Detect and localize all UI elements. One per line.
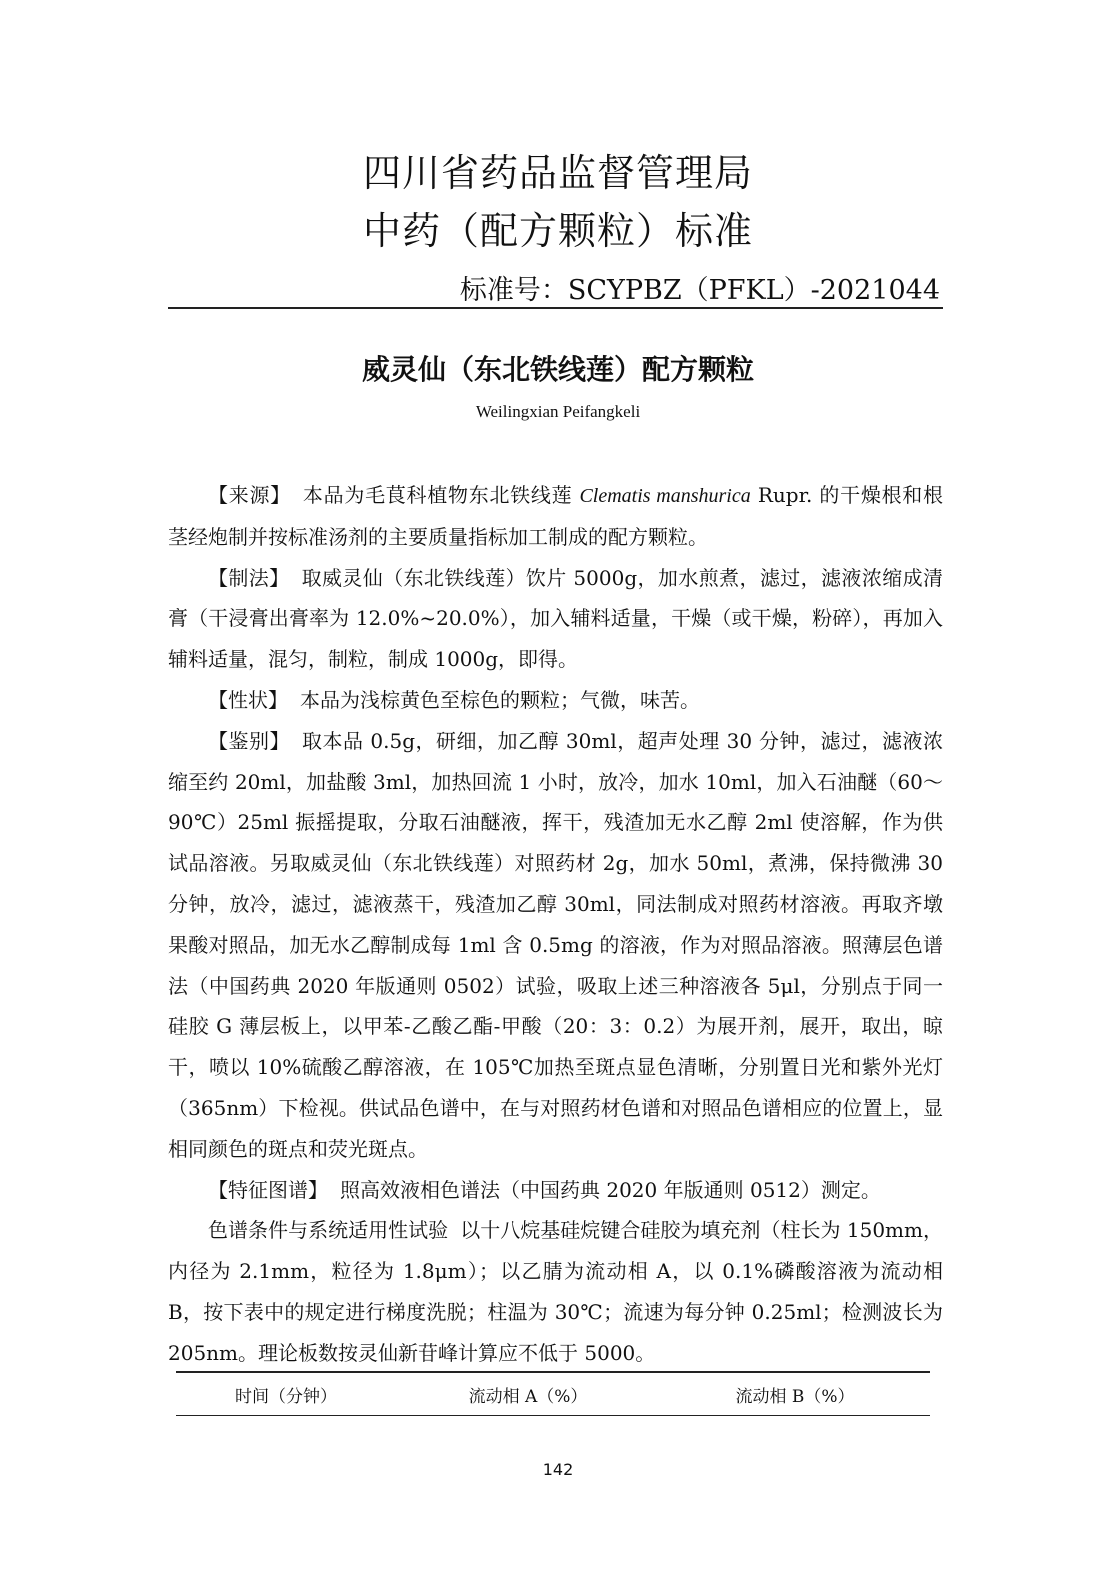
table-header-cell: 流动相 A（%）	[468, 1387, 588, 1407]
table-header-rule	[176, 1415, 930, 1416]
section-characters	[168, 680, 943, 721]
product-pinyin: Weilingxian Peifangkeli	[475, 402, 641, 421]
section-text: 取威灵仙（东北铁线莲）饮片 5000g，加水煎煮，滤过，滤液浓缩成清膏（干浸膏出膏率为 12.0%~20.0%），加入辅料适量，干燥（或干燥，粉碎），再加入辅料适量，混匀，制粒，制成 1000g，即得。	[168, 565, 944, 672]
section-label: 【特征图谱】	[208, 1177, 328, 1202]
section-chromatographic-conditions	[168, 1210, 943, 1373]
monograph-body	[168, 475, 943, 1374]
section-identification	[168, 721, 943, 1170]
standard-number-label: 标准号：	[459, 275, 568, 306]
section-text: Rupr. 的干燥根和根茎经炮制并按标准汤剂的主要质量指标加工制成的配方颗粒。	[168, 483, 944, 549]
section-label: 【性状】	[208, 687, 288, 712]
section-label: 【鉴别】	[208, 728, 291, 753]
section-text: 本品为毛茛科植物东北铁线莲	[302, 483, 573, 507]
subsection-label: 色谱条件与系统适用性试验	[208, 1218, 449, 1243]
section-text: 以十八烷基硅烷键合硅胶为填充剂（柱长为 150mm，内径为 2.1mm，粒径为 1.8μm）；以乙腈为流动相 A，以 0.1%磷酸溶液为流动相 B，按下表中的规定进行梯度洗脱；柱温为 30℃；流速为每分钟 0.25ml；检测波长为 205nm。理论板数按灵仙新苷峰计算应不低于 5000。	[168, 1218, 944, 1365]
latin-name: Clematis manshurica	[579, 485, 751, 507]
standard-number-line	[460, 268, 940, 307]
page-number: 142	[542, 1460, 574, 1479]
product-name: 威灵仙（东北铁线莲）配方颗粒	[361, 353, 754, 386]
table-header-cell: 流动相 B（%）	[735, 1387, 855, 1407]
section-source	[168, 475, 943, 558]
section-label: 【制法】	[208, 565, 290, 590]
section-preparation	[168, 558, 943, 680]
section-text: 取本品 0.5g，研细，加乙醇 30ml，超声处理 30 分钟，滤过，滤液浓缩至约 20ml，加盐酸 3ml，加热回流 1 小时，放冷，加水 10ml，加入石油醚（60～90℃）25ml 振摇提取，分取石油醚液，挥干，残渣加无水乙醇 2ml 使溶解，作为供试品溶液。另取威灵仙（东北铁线莲）对照药材 2g，加水 50ml，煮沸，保持微沸 30 分钟，放冷，滤过，滤液蒸干，残渣加乙醇 30ml，同法制成对照药材溶液。再取齐墩果酸对照品，加无水乙醇制成每 1ml 含 0.5mg 的溶液，作为对照品溶液。照薄层色谱法（中国药典 2020 年版通则 0502）试验，吸取上述三种溶液各 5μl，分别点于同一硅胶 G 薄层板上，以甲苯-乙酸乙酯-甲酸（20：3：0.2）为展开剂，展开，取出，晾干，喷以 10%硫酸乙醇溶液，在 105℃加热至斑点显色清晰，分别置日光和紫外光灯（365nm）下检视。供试品色谱中，在与对照药材色谱和对照品色谱相应的位置上，显相同颜色的斑点和荧光斑点。	[168, 728, 943, 1161]
section-text: 本品为浅棕黄色至棕色的颗粒；气微，味苦。	[300, 687, 700, 712]
agency-title: 四川省药品监督管理局	[362, 151, 753, 195]
section-text: 照高效液相色谱法（中国药典 2020 年版通则 0512）测定。	[340, 1177, 881, 1202]
section-fingerprint	[168, 1170, 943, 1211]
standard-type-title: 中药（配方颗粒）标准	[362, 209, 753, 253]
section-label: 【来源】	[208, 483, 291, 507]
standard-number-value: SCYPBZ（PFKL）-2021044	[567, 275, 940, 306]
header-rule	[168, 307, 943, 309]
table-top-rule	[176, 1371, 930, 1373]
table-header-cell: 时间（分钟）	[235, 1387, 337, 1407]
gradient-table-header	[176, 1382, 930, 1407]
